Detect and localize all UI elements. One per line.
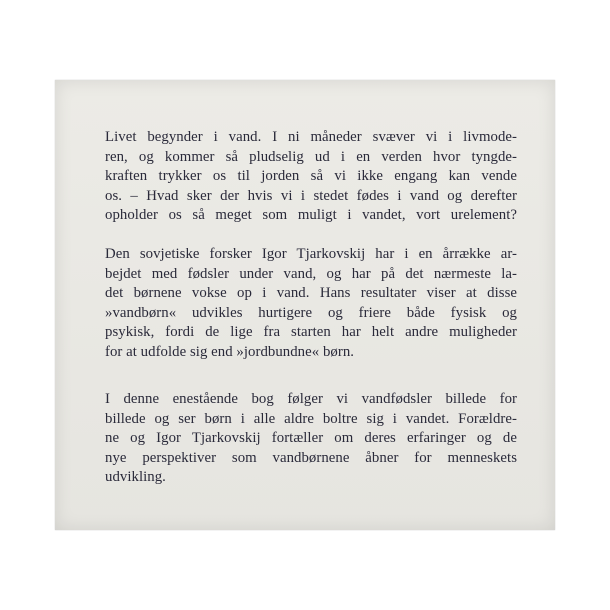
text-line: ne og Igor Tjarkovskij fortæller om deres erfaringer og de [105,430,517,446]
text-line: ren, og kommer så pludselig ud i en verden hvor tyngde- [105,148,517,165]
text-line: Livet begynder i vand. I ni måneder svæver vi i livmode- [105,129,517,145]
text-line: udvikling. [105,469,166,485]
text-line: det børnene vokse op i vand. Hans resultater viser at disse [105,285,517,301]
blurb-paragraph-2 [105,245,517,362]
text-line: I denne enestående bog følger vi vandfødsler billede for [105,391,517,407]
blurb-paragraph-1 [105,128,517,226]
text-line: kraften trykker os til jorden så vi ikke engang kan vende [105,168,517,184]
text-line: opholder os så meget som muligt i vandet, vort urelement? [105,207,517,223]
text-line: os. – Hvad sker der hvis vi i stedet fødes i vand og derefter [105,187,517,204]
text-line: Den sovjetiske forsker Igor Tjarkovskij har i en årrække ar- [105,246,517,262]
text-line: for at udfolde sig end »jordbundne« børn. [105,343,355,360]
text-line: psykisk, fordi de lige fra starten har helt andre muligheder [105,324,517,340]
text-line: billede og ser børn i alle aldre boltre sig i vandet. Forældre- [105,410,517,427]
text-line: nye perspektiver som vandbørnene åbner for menneskets [105,449,517,466]
text-line: »vandbørn« udvikles hurtigere og friere både fysisk og [105,304,517,321]
blurb-paragraph-3 [105,390,517,488]
text-line: bejdet med fødsler under vand, og har på det nærmeste la- [105,265,517,282]
